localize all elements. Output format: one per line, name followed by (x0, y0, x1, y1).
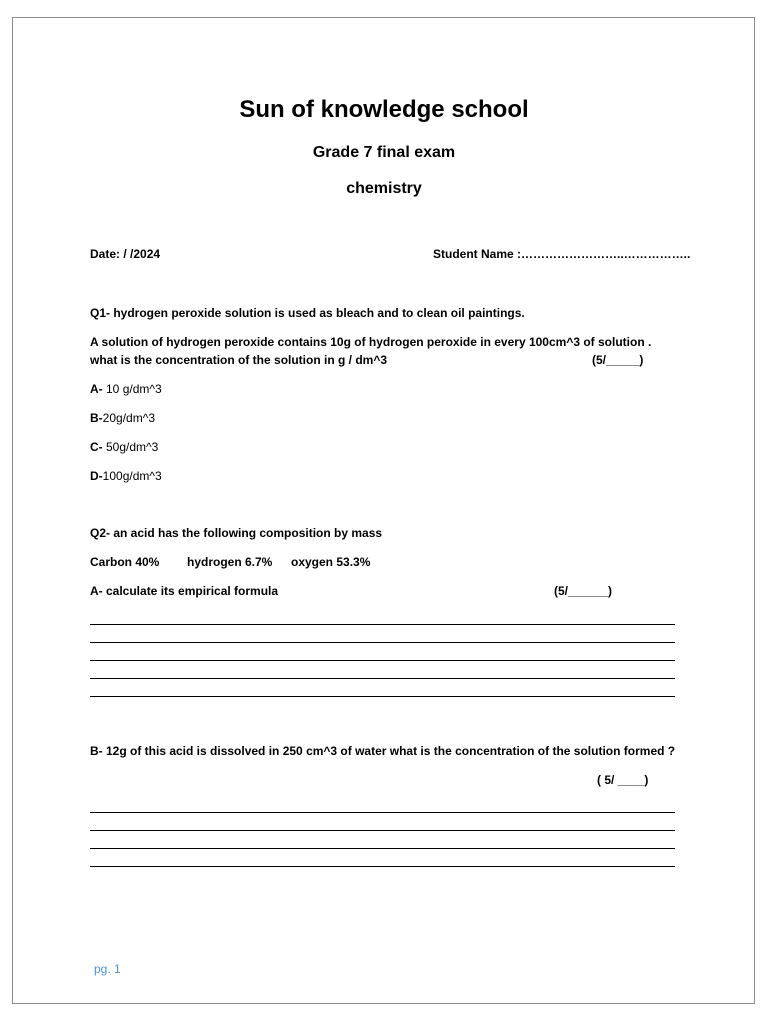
q1-score: (5/_____) (592, 353, 644, 367)
option-text: 10 g/dm^3 (102, 382, 162, 396)
q2-oxygen: oxygen 53.3% (291, 555, 371, 569)
q2-part-b-score: ( 5/ ____) (597, 773, 649, 787)
q2-hydrogen: hydrogen 6.7% (187, 555, 273, 569)
answer-line (90, 866, 675, 867)
answer-line (90, 830, 675, 831)
q2-title: Q2- an acid has the following composition by mass (90, 526, 383, 540)
option-letter: D- (90, 469, 103, 483)
q1-option-a (90, 382, 162, 396)
q1-option-c (90, 440, 158, 454)
q1-line-1: A solution of hydrogen peroxide contains 10g of hydrogen peroxide in every 100cm^3 of solution . (90, 335, 652, 349)
answer-line (90, 678, 675, 679)
answer-line (90, 812, 675, 813)
option-letter: A- (90, 382, 103, 396)
q2-part-b: B- 12g of this acid is dissolved in 250 cm^3 of water what is the concentration of the solution formed ? (90, 744, 676, 758)
school-title: Sun of knowledge school (239, 96, 529, 123)
option-letter: C- (90, 440, 103, 454)
q1-option-b (90, 411, 155, 425)
answer-line (90, 848, 675, 849)
answer-line (90, 642, 675, 643)
subject-title: chemistry (346, 180, 422, 197)
q2-part-a-score: (5/______) (554, 584, 613, 598)
option-text: 50g/dm^3 (102, 440, 159, 454)
answer-line (90, 660, 675, 661)
option-text: 20g/dm^3 (102, 411, 156, 425)
q1-title: Q1- hydrogen peroxide solution is used as bleach and to clean oil paintings. (90, 306, 525, 320)
page-number: pg. 1 (94, 962, 121, 976)
student-name-field: Student Name :……………………..…………….. (433, 247, 691, 261)
answer-line (90, 696, 675, 697)
option-letter: B- (90, 411, 103, 425)
answer-line (90, 624, 675, 625)
q1-line-2: what is the concentration of the solution in g / dm^3 (90, 353, 388, 367)
q1-option-d (90, 469, 162, 483)
date-field: Date: / /2024 (90, 247, 161, 261)
option-text: 100g/dm^3 (102, 469, 162, 483)
page-border (12, 17, 755, 1004)
q2-part-a: A- calculate its empirical formula (90, 584, 279, 598)
q2-carbon: Carbon 40% (90, 555, 160, 569)
exam-title: Grade 7 final exam (312, 144, 456, 161)
